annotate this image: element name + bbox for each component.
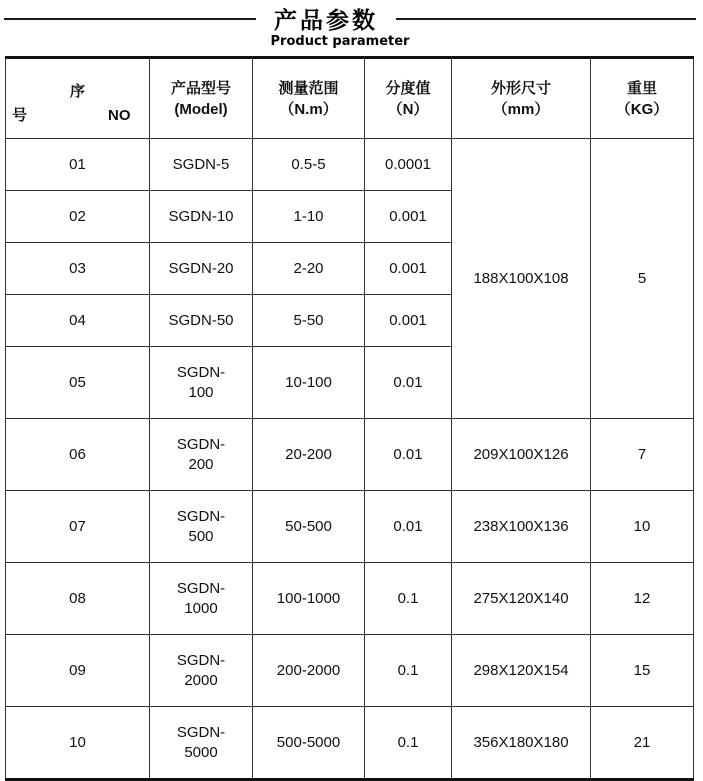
cell-division: 0.0001 xyxy=(365,139,452,191)
table-row xyxy=(6,491,694,563)
cell-model-line1: SGDN- xyxy=(176,435,226,453)
cell-weight: 15 xyxy=(591,635,694,707)
cell-model-line2: 2000 xyxy=(184,671,218,689)
header-weight-unit: （KG） xyxy=(615,100,669,118)
header-range-cn: 测量范围 xyxy=(278,79,339,97)
header-model xyxy=(150,58,253,139)
cell-range: 1-10 xyxy=(253,191,365,243)
header-weight xyxy=(591,58,694,139)
product-parameter-table xyxy=(5,56,694,781)
cell-range: 500-5000 xyxy=(253,707,365,780)
cell-size: 209X100X126 xyxy=(452,419,591,491)
cell-division: 0.1 xyxy=(365,635,452,707)
cell-no: 10 xyxy=(6,707,150,780)
cell-no: 03 xyxy=(6,243,150,295)
header-range xyxy=(253,58,365,139)
cell-model-line1: SGDN- xyxy=(176,507,226,525)
table-row xyxy=(6,139,694,191)
cell-size: 356X180X180 xyxy=(452,707,591,780)
cell-size-shared: 188X100X108 xyxy=(452,139,591,419)
table-header-row xyxy=(6,58,694,139)
cell-model-line2: 1000 xyxy=(184,599,218,617)
header-size-unit: （mm） xyxy=(492,100,550,118)
cell-range: 2-20 xyxy=(253,243,365,295)
cell-model-line1: SGDN- xyxy=(176,363,226,381)
header-weight-cn: 重里 xyxy=(626,79,657,97)
header-no xyxy=(6,58,150,139)
header-no-cn-top: 序 xyxy=(70,83,86,100)
cell-division: 0.01 xyxy=(365,419,452,491)
cell-weight: 10 xyxy=(591,491,694,563)
cell-model-line1: SGDN- xyxy=(176,651,226,669)
cell-model xyxy=(150,491,253,563)
header-division-unit: （N） xyxy=(387,100,429,118)
cell-range: 200-2000 xyxy=(253,635,365,707)
header-division xyxy=(365,58,452,139)
cell-division: 0.001 xyxy=(365,191,452,243)
table-row xyxy=(6,635,694,707)
cell-model-line2: 500 xyxy=(188,527,214,545)
cell-division: 0.1 xyxy=(365,563,452,635)
cell-model-line2: 200 xyxy=(188,455,214,473)
header-size-cn: 外形尺寸 xyxy=(490,79,551,97)
cell-weight: 7 xyxy=(591,419,694,491)
cell-model: SGDN-5 xyxy=(150,139,253,191)
table-row xyxy=(6,707,694,780)
cell-model-line2: 100 xyxy=(188,383,214,401)
cell-model xyxy=(150,707,253,780)
header-no-cn-bottom: 号 xyxy=(12,107,28,124)
cell-range: 0.5-5 xyxy=(253,139,365,191)
cell-no: 07 xyxy=(6,491,150,563)
cell-range: 50-500 xyxy=(253,491,365,563)
cell-model-line2: 5000 xyxy=(184,743,218,761)
cell-model xyxy=(150,635,253,707)
cell-size: 238X100X136 xyxy=(452,491,591,563)
cell-division: 0.001 xyxy=(365,295,452,347)
cell-no: 02 xyxy=(6,191,150,243)
cell-model-line1: SGDN- xyxy=(176,723,226,741)
cell-division: 0.01 xyxy=(365,347,452,419)
cell-size: 275X120X140 xyxy=(452,563,591,635)
cell-no: 05 xyxy=(6,347,150,419)
cell-model: SGDN-50 xyxy=(150,295,253,347)
cell-no: 09 xyxy=(6,635,150,707)
cell-range: 20-200 xyxy=(253,419,365,491)
cell-size: 298X120X154 xyxy=(452,635,591,707)
cell-no: 04 xyxy=(6,295,150,347)
cell-no: 08 xyxy=(6,563,150,635)
cell-weight: 12 xyxy=(591,563,694,635)
cell-no: 01 xyxy=(6,139,150,191)
cell-division: 0.1 xyxy=(365,707,452,780)
header-size xyxy=(452,58,591,139)
page-header xyxy=(0,0,703,56)
header-range-unit: （N.m） xyxy=(279,100,338,118)
cell-range: 5-50 xyxy=(253,295,365,347)
title-english: Product parameter xyxy=(270,34,410,49)
cell-weight-shared: 5 xyxy=(591,139,694,419)
cell-model xyxy=(150,419,253,491)
header-model-en: (Model) xyxy=(174,100,228,118)
cell-model: SGDN-10 xyxy=(150,191,253,243)
header-rule-left xyxy=(4,18,256,20)
cell-model-line1: SGDN- xyxy=(176,579,226,597)
cell-model xyxy=(150,347,253,419)
header-no-en: NO xyxy=(108,107,131,124)
header-model-cn: 产品型号 xyxy=(170,79,231,97)
cell-model: SGDN-20 xyxy=(150,243,253,295)
cell-model xyxy=(150,563,253,635)
header-rule-right xyxy=(396,18,696,20)
title-chinese: 产品参数 xyxy=(274,8,378,34)
header-division-cn: 分度值 xyxy=(385,79,431,97)
cell-division: 0.001 xyxy=(365,243,452,295)
cell-division: 0.01 xyxy=(365,491,452,563)
cell-no: 06 xyxy=(6,419,150,491)
cell-weight: 21 xyxy=(591,707,694,780)
table-row xyxy=(6,563,694,635)
cell-range: 10-100 xyxy=(253,347,365,419)
table-row xyxy=(6,419,694,491)
cell-range: 100-1000 xyxy=(253,563,365,635)
